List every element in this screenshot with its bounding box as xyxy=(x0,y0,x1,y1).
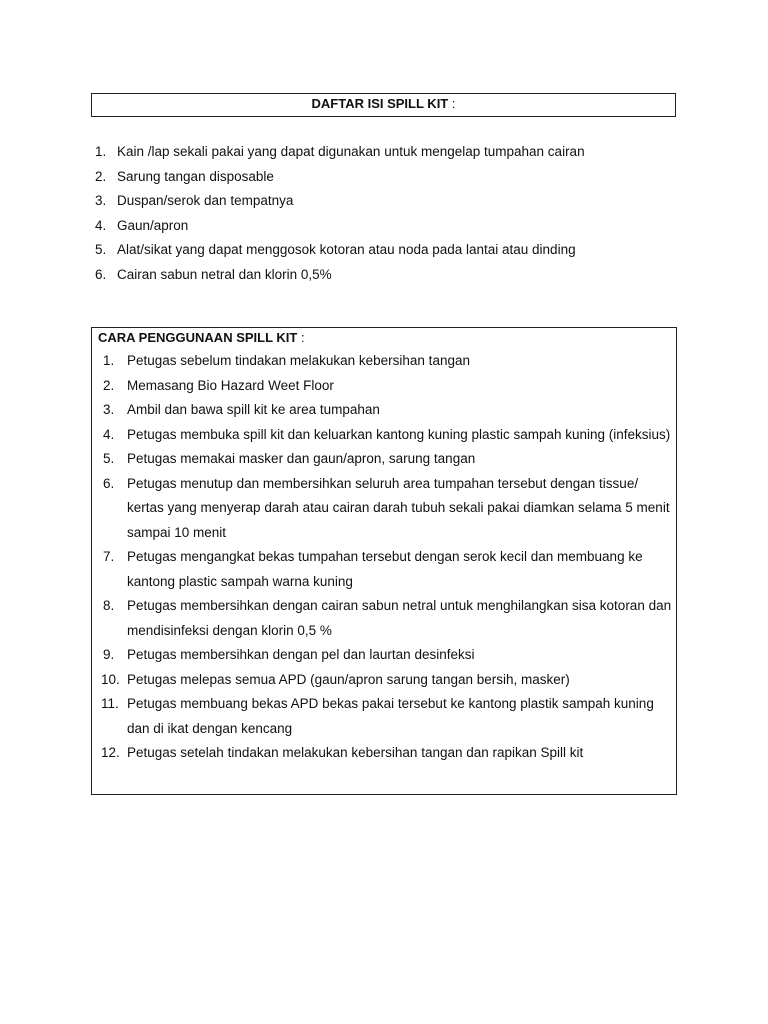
contents-list-item xyxy=(95,140,695,165)
spill-kit-usage-box xyxy=(91,327,677,795)
step-number: 2. xyxy=(103,377,115,393)
step-number: 10. xyxy=(101,671,120,687)
step-text: Petugas membersihkan dengan pel dan laurtan desinfeksi xyxy=(127,647,475,662)
contents-list-item xyxy=(95,238,695,263)
contents-list-item xyxy=(95,165,695,190)
step-text: Petugas setelah tindakan melakukan kebersihan tangan dan rapikan Spill kit xyxy=(127,745,584,760)
list-item-text: Alat/sikat yang dapat menggosok kotoran atau noda pada lantai atau dinding xyxy=(117,242,576,258)
step-text: Petugas membuang bekas APD bekas pakai tersebut ke kantong plastik sampah kuning dan di ikat dengan kencang xyxy=(127,696,654,736)
usage-step-item xyxy=(103,545,673,594)
contents-list-item xyxy=(95,263,695,288)
list-item-text: Duspan/serok dan tempatnya xyxy=(117,193,294,209)
list-item-text: Kain /lap sekali pakai yang dapat digunakan untuk mengelap tumpahan cairan xyxy=(117,144,585,159)
usage-heading-label: CARA PENGGUNAAN SPILL KIT xyxy=(98,330,298,345)
step-text: Petugas membersihkan dengan cairan sabun netral untuk menghilangkan sisa kotoran dan mendisinfeksi dengan klorin 0,5 % xyxy=(127,598,672,638)
list-item-number: 2. xyxy=(95,168,107,184)
usage-heading xyxy=(98,329,305,346)
step-number: 3. xyxy=(103,402,115,417)
step-number: 9. xyxy=(103,647,115,662)
list-item-text: Sarung tangan disposable xyxy=(117,168,274,184)
list-item-number: 3. xyxy=(95,193,107,209)
step-number: 4. xyxy=(103,426,115,442)
step-number: 5. xyxy=(103,451,115,466)
usage-step-item xyxy=(103,594,673,643)
usage-step-item xyxy=(103,423,673,448)
spill-kit-contents-title-box xyxy=(91,93,676,117)
step-number: 7. xyxy=(103,549,115,564)
title-colon: : xyxy=(448,96,456,111)
usage-step-item xyxy=(103,668,673,693)
contents-list-item xyxy=(95,189,695,214)
step-text: Petugas menutup dan membersihkan seluruh area tumpahan tersebut dengan tissue/ kertas yang menyerap darah atau cairan darah tubuh sekali pakai diamkan selama 5 menit sampai 10 menit xyxy=(127,475,670,540)
step-text: Ambil dan bawa spill kit ke area tumpahan xyxy=(127,402,380,417)
step-text: Petugas memakai masker dan gaun/apron, sarung tangan xyxy=(127,451,476,466)
step-text: Petugas mengangkat bekas tumpahan tersebut dengan serok kecil dan membuang ke kantong plastic sampah warna kuning xyxy=(127,549,643,589)
list-item-number: 6. xyxy=(95,266,107,282)
step-text: Petugas sebelum tindakan melakukan kebersihan tangan xyxy=(127,353,470,368)
step-number: 11. xyxy=(101,696,119,711)
list-item-number: 4. xyxy=(95,217,107,233)
usage-steps-list xyxy=(103,349,673,766)
spill-kit-contents-title: DAFTAR ISI SPILL KIT xyxy=(311,96,449,111)
usage-step-item xyxy=(103,472,673,546)
usage-heading-colon: : xyxy=(297,330,305,345)
step-number: 6. xyxy=(103,475,115,491)
usage-step-item xyxy=(103,447,673,472)
step-number: 12. xyxy=(101,745,120,760)
list-item-number: 5. xyxy=(95,242,107,258)
step-text: Memasang Bio Hazard Weet Floor xyxy=(127,377,334,393)
spill-kit-contents-list xyxy=(95,140,695,288)
step-number: 8. xyxy=(103,598,115,613)
step-text: Petugas membuka spill kit dan keluarkan kantong kuning plastic sampah kuning (infeksius) xyxy=(127,426,671,442)
step-number: 1. xyxy=(103,353,115,368)
list-item-text: Gaun/apron xyxy=(117,217,189,233)
usage-step-item xyxy=(103,349,673,374)
usage-step-item xyxy=(103,692,673,741)
usage-step-item xyxy=(103,643,673,668)
list-item-number: 1. xyxy=(95,144,107,159)
contents-list-item xyxy=(95,214,695,239)
usage-step-item xyxy=(103,741,673,766)
usage-step-item xyxy=(103,398,673,423)
step-text: Petugas melepas semua APD (gaun/apron sarung tangan bersih, masker) xyxy=(127,671,570,687)
usage-step-item xyxy=(103,374,673,399)
list-item-text: Cairan sabun netral dan klorin 0,5% xyxy=(117,266,332,282)
